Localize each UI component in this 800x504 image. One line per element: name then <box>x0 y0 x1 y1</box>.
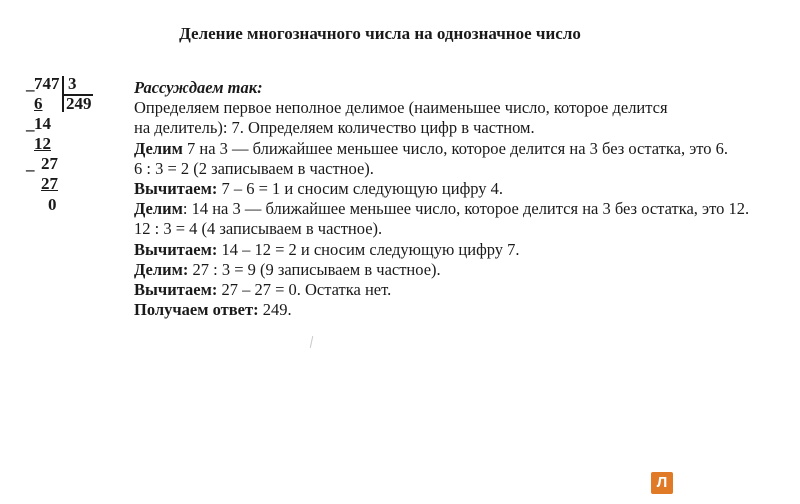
explanation-line <box>134 260 774 280</box>
step-label: Делим <box>134 138 183 158</box>
explanation-line: на делитель): 7. Определяем количество цифр в частном. <box>134 118 535 138</box>
step-text: 27 : 3 = 9 (9 записываем в частное). <box>188 259 441 279</box>
partial-dividend-2: 14 <box>34 114 51 133</box>
page-title: Деление многозначного числа на однозначное число <box>179 24 581 43</box>
explanation-heading: Рассуждаем так: <box>134 78 263 97</box>
step-label: Вычитаем: <box>134 279 218 299</box>
step-text: 7 – 6 = 1 и сносим следующую цифру 4. <box>217 178 504 198</box>
explanation-line <box>134 179 774 199</box>
explanation-line <box>134 199 774 219</box>
minus-sign: _ <box>26 74 35 93</box>
partial-dividend-3: 27 <box>41 154 58 173</box>
remainder: 0 <box>48 195 57 214</box>
step-text: 14 – 12 = 2 и сносим следующую цифру 7. <box>217 239 520 259</box>
long-division <box>26 74 106 224</box>
step-label: Делим: <box>134 259 189 279</box>
dividend: 747 <box>34 74 60 93</box>
explanation-line: 12 : 3 = 4 (4 записываем в частное). <box>134 219 383 239</box>
explanation <box>134 78 774 320</box>
explanation-line: Определяем первое неполное делимое (наименьшее число, которое делится <box>134 98 668 118</box>
quotient: 249 <box>66 94 92 113</box>
step-label: Делим <box>134 199 183 219</box>
step-text: 27 – 27 = 0. Остатка нет. <box>217 279 392 299</box>
publisher-logo: Л <box>651 472 673 494</box>
explanation-line <box>134 280 774 300</box>
step-label: Получаем ответ: <box>134 300 259 320</box>
subtrahend-1: 6 <box>34 94 43 113</box>
minus-sign: _ <box>26 114 35 133</box>
step-text: 7 на 3 — ближайшее меньшее число, которое делится на 3 без остатка, это 6. <box>182 138 729 158</box>
step-label: Вычитаем: <box>134 239 218 259</box>
minus-sign: _ <box>26 154 35 173</box>
step-label: Вычитаем: <box>134 178 218 198</box>
explanation-line <box>134 139 774 159</box>
step-text: 249. <box>258 300 292 320</box>
subtrahend-2: 12 <box>34 134 51 153</box>
step-text: : 14 на 3 — ближайшее меньшее число, которое делится на 3 без остатка, это 12. <box>182 199 750 219</box>
explanation-line: 6 : 3 = 2 (2 записываем в частное). <box>134 158 374 178</box>
subtrahend-3: 27 <box>41 174 58 193</box>
divisor: 3 <box>68 74 77 93</box>
explanation-line <box>134 300 774 320</box>
scan-mark <box>310 336 313 348</box>
explanation-line <box>134 240 774 260</box>
